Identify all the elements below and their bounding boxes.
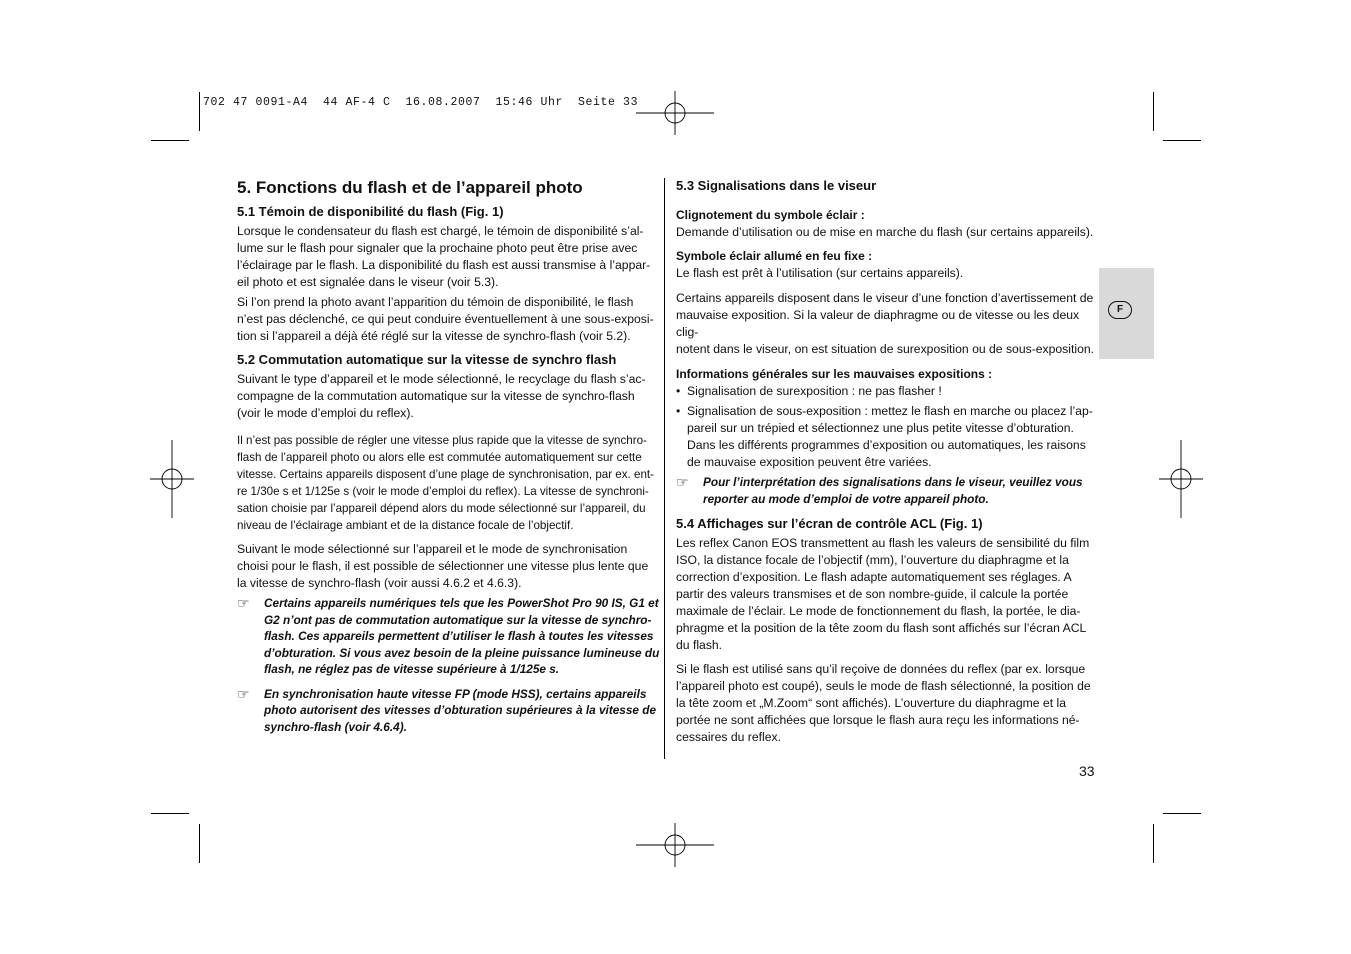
- crop-mark: [199, 92, 200, 131]
- warning-paragraph: Certains appareils disposent dans le viseur d’une fonction d’avertissement de mauvaise exposition. Si la valeur de diaphragme ou de vitesse ou les deux clig- notent dans le viseur, on est situation de surexposition ou de sous-exposition.: [676, 291, 1095, 356]
- left-column: [237, 177, 663, 743]
- pointing-hand-icon: ☞: [237, 595, 250, 611]
- section-5-4-para-2: Si le flash est utilisé sans qu’il reçoive de données du reflex (par ex. lorsque l’appareil photo est coupé), seuls le mode de flash sélectionné, la position de la tête zoom et „M.Zoom“ sont affichés). L’ouverture du diaphragme et la portée ne sont affichées que lorsque le flash aura reçu les informations né- cessaires du reflex.: [676, 662, 1091, 744]
- section-5-1-para-2: Si l’on prend la photo avant l’apparition du témoin de disponibilité, le flash n’est pas déclenché, ce qui peut conduire éventuellement à une sous-exposi- tion si l’appareil a déjà été réglé sur la vitesse de synchro-flash (voir 5.2).: [237, 295, 654, 343]
- crop-mark: [151, 140, 189, 141]
- chapter-title: 5. Fonctions du flash et de l’appareil photo: [237, 178, 583, 197]
- pointing-hand-icon: ☞: [237, 685, 250, 702]
- pointing-hand-icon: ☞: [676, 474, 689, 490]
- note-hss: ☞ En synchronisation haute vitesse FP (mode HSS), certains appareils photo autorisent des vitesses d’obturation supérieures à la vitesse de synchro-flash (voir 4.6.4).: [237, 685, 657, 734]
- right-column: [676, 177, 1101, 749]
- page-number: 33: [1079, 763, 1095, 779]
- registration-mark-top: [636, 91, 714, 135]
- bullet-underexposure: • Signalisation de sous-exposition : mettez le flash en marche ou placez l’ap- pareil sur un trépied et sélectionnez une plus petite vitesse d’obturation. Dans les différents programmes d’exposition ou automatiques, les raisons de mauvaise exposition peuvent être variées.: [676, 404, 1093, 469]
- crop-mark: [1153, 92, 1154, 131]
- registration-mark-right: [1159, 440, 1203, 518]
- bullet-overexposure: • Signalisation de surexposition : ne pas flasher !: [676, 384, 942, 398]
- section-5-1-title: 5.1 Témoin de disponibilité du flash (Fig. 1): [237, 204, 504, 219]
- section-5-4-para-1: Les reflex Canon EOS transmettent au flash les valeurs de sensibilité du film ISO, la distance focale de l’objectif (mm), l’ouverture du diaphragme et la correction d’exposition. Le flash adapte automatiquement ses réglages. A partir des valeurs transmises et de son nombre-guide, il calcule la portée maximale de l’éclair. Le mode de fonctionnement du flash, la portée, le dia- phragme et la position de la tête zoom du flash sont affichés sur l’écran ACL du flash.: [676, 536, 1090, 652]
- registration-mark-left: [150, 440, 194, 518]
- crop-mark: [199, 824, 200, 863]
- column-divider: [664, 178, 665, 759]
- section-5-4-title: 5.4 Affichages sur l’écran de contrôle ACL (Fig. 1): [676, 516, 983, 531]
- language-badge: F: [1108, 301, 1132, 319]
- print-slug: 702 47 0091-A4 44 AF-4 C 16.08.2007 15:46 Uhr Seite 33: [203, 96, 639, 109]
- crop-mark: [1163, 140, 1201, 141]
- section-5-2-title: 5.2 Commutation automatique sur la vitesse de synchro flash: [237, 352, 617, 367]
- steady-label: Symbole éclair allumé en feu fixe :: [676, 249, 873, 263]
- registration-mark-bottom: [636, 823, 714, 867]
- crop-mark: [151, 813, 189, 814]
- section-5-2-para-3: Suivant le mode sélectionné sur l’appareil et le mode de synchronisation choisi pour le flash, il est possible de sélectionner une vitesse plus lente que la vitesse de synchro-flash (voir aussi 4.6.2 et 4.6.3).: [237, 542, 649, 590]
- crop-mark: [1153, 824, 1154, 863]
- section-5-2-para-1: Suivant le type d’appareil et le mode sélectionné, le recyclage du flash s’ac- compagne de la commutation automatique sur la vitesse de synchro-flash (voir le mode d’emploi du reflex).: [237, 372, 646, 420]
- info-label: Informations générales sur les mauvaises expositions :: [676, 367, 993, 381]
- steady-text: Le flash est prêt à l’utilisation (sur certains appareils).: [676, 266, 964, 280]
- section-5-1-para-1: Lorsque le condensateur du flash est chargé, le témoin de disponibilité s’al- lume sur le flash pour signaler que la prochaine photo peut être prise avec l’éclairage par le flash. La disponibilité du flash est aussi transmise à l’appar- eil photo et est signalée dans le viseur (voir 5.3).: [237, 224, 651, 289]
- blink-label: Clignotement du symbole éclair :: [676, 208, 865, 222]
- blink-text: Demande d’utilisation ou de mise en marche du flash (sur certains appareils).: [676, 225, 1094, 239]
- section-5-2-para-2: Il n’est pas possible de régler une vitesse plus rapide que la vitesse de synchro- flash de l’appareil photo ou alors elle est commutée automatiquement sur cette vitesse. Certains appareils disposent d’une plage de synchronisation, par ex. ent- re 1/30e s et 1/125e s (voir le mode d’emploi du reflex). La vitesse de synchroni- sation choisie par l’appareil dépend alors du mode sélectionné sur l’appareil, du niveau de l’éclairage ambiant et de la distance focale de l’objectif.: [237, 434, 654, 532]
- section-5-3-title: 5.3 Signalisations dans le viseur: [676, 178, 877, 193]
- crop-mark: [1163, 813, 1201, 814]
- note-powershot: ☞ Certains appareils numériques tels que les PowerShot Pro 90 IS, G1 et G2 n’ont pas de commutation automatique sur la vitesse de synchro- flash. Ces appareils permettent d’utiliser le flash à toutes les vitesses d’obturation. Si vous avez besoin de la pleine puissance lumineuse du flash, ne réglez pas de vitesse supérieure à 1/125e s.: [237, 595, 660, 676]
- note-viewfinder: ☞ Pour l’interprétation des signalisations dans le viseur, veuillez vous reporter au mode d’emploi de votre appareil photo.: [676, 474, 1083, 506]
